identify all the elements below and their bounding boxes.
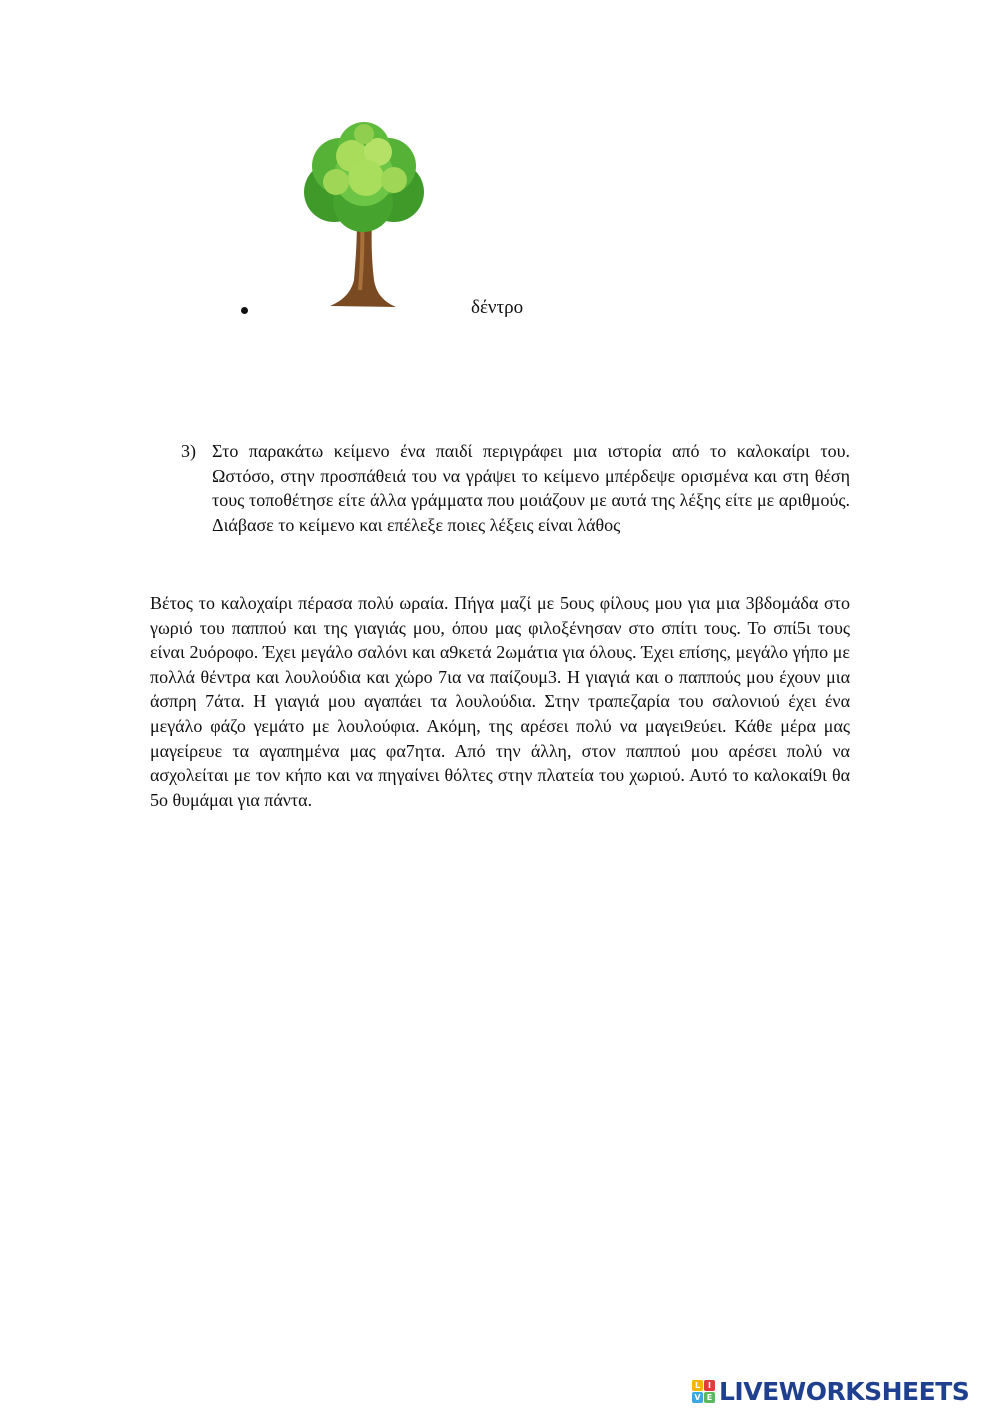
list-bullet: [241, 307, 248, 314]
liveworksheets-logo-icon: [692, 1380, 715, 1403]
tree-word-label: δέντρο: [471, 297, 524, 318]
logo-square-v: V: [692, 1392, 703, 1403]
tree-icon: [296, 120, 430, 312]
liveworksheets-logo: [692, 1376, 969, 1406]
logo-square-i: I: [704, 1380, 715, 1391]
question-number: 3): [181, 441, 196, 461]
question-instructions: Στο παρακάτω κείμενο ένα παιδί περιγράφει μια ιστορία από το καλοκαίρι του. Ωστόσο, στην προσπάθειά του να γράψει το κείμενο μπέρδεψε ορισμένα και στη θέση τους τοποθέτησε είτε άλλα γράμματα που μοιάζουν με αυτά της λέξης είτε με αριθμούς. Διάβασε το κείμενο και επέλεξε ποιες λέξεις είναι λάθος: [212, 441, 850, 535]
logo-wordmark: LIVEWORKSHEETS: [719, 1376, 970, 1406]
logo-square-e: E: [704, 1392, 715, 1403]
logo-square-l: L: [692, 1380, 703, 1391]
story-text: Βέτος το καλοχαίρι πέρασα πολύ ωραία. Πήγα μαζί με 5ους φίλους μου για μια 3βδομάδα στο γωριό του παππού και της γιαγιάς μου, όπου μας φιλοξένησαν στο σπίτι τους. Το σπί5ι τους είναι 2υόροφο. Έχει μεγάλο σαλόνι και α9κετά 2ωμάτια για όλους. Έχει επίσης, μεγάλο γήπο με πολλά θέντρα και λουλούδια και χώρο 7ια να παίζουμ3. Η γιαγιά και ο παππούς μου έχουν μια άσπρη 7άτα. Η γιαγιά μου αγαπάει τα λουλούδια. Στην τραπεζαρία του σαλονιού έχει ένα μεγάλο φάζο γεμάτο με λουλούφια. Ακόμη, της αρέσει πολύ να μαγει9εύει. Κάθε μέρα μας μαγείρευε τα αγαπημένα μας φα7ητα. Από την άλλη, στον παππού μου αρέσει πολύ να ασχολείται με τον κήπο και να πηγαίνει θόλτες στην πλατεία του χωριού. Αυτό το καλοκαί9ι θα 5ο θυμάμαι για πάντα.: [150, 593, 850, 810]
